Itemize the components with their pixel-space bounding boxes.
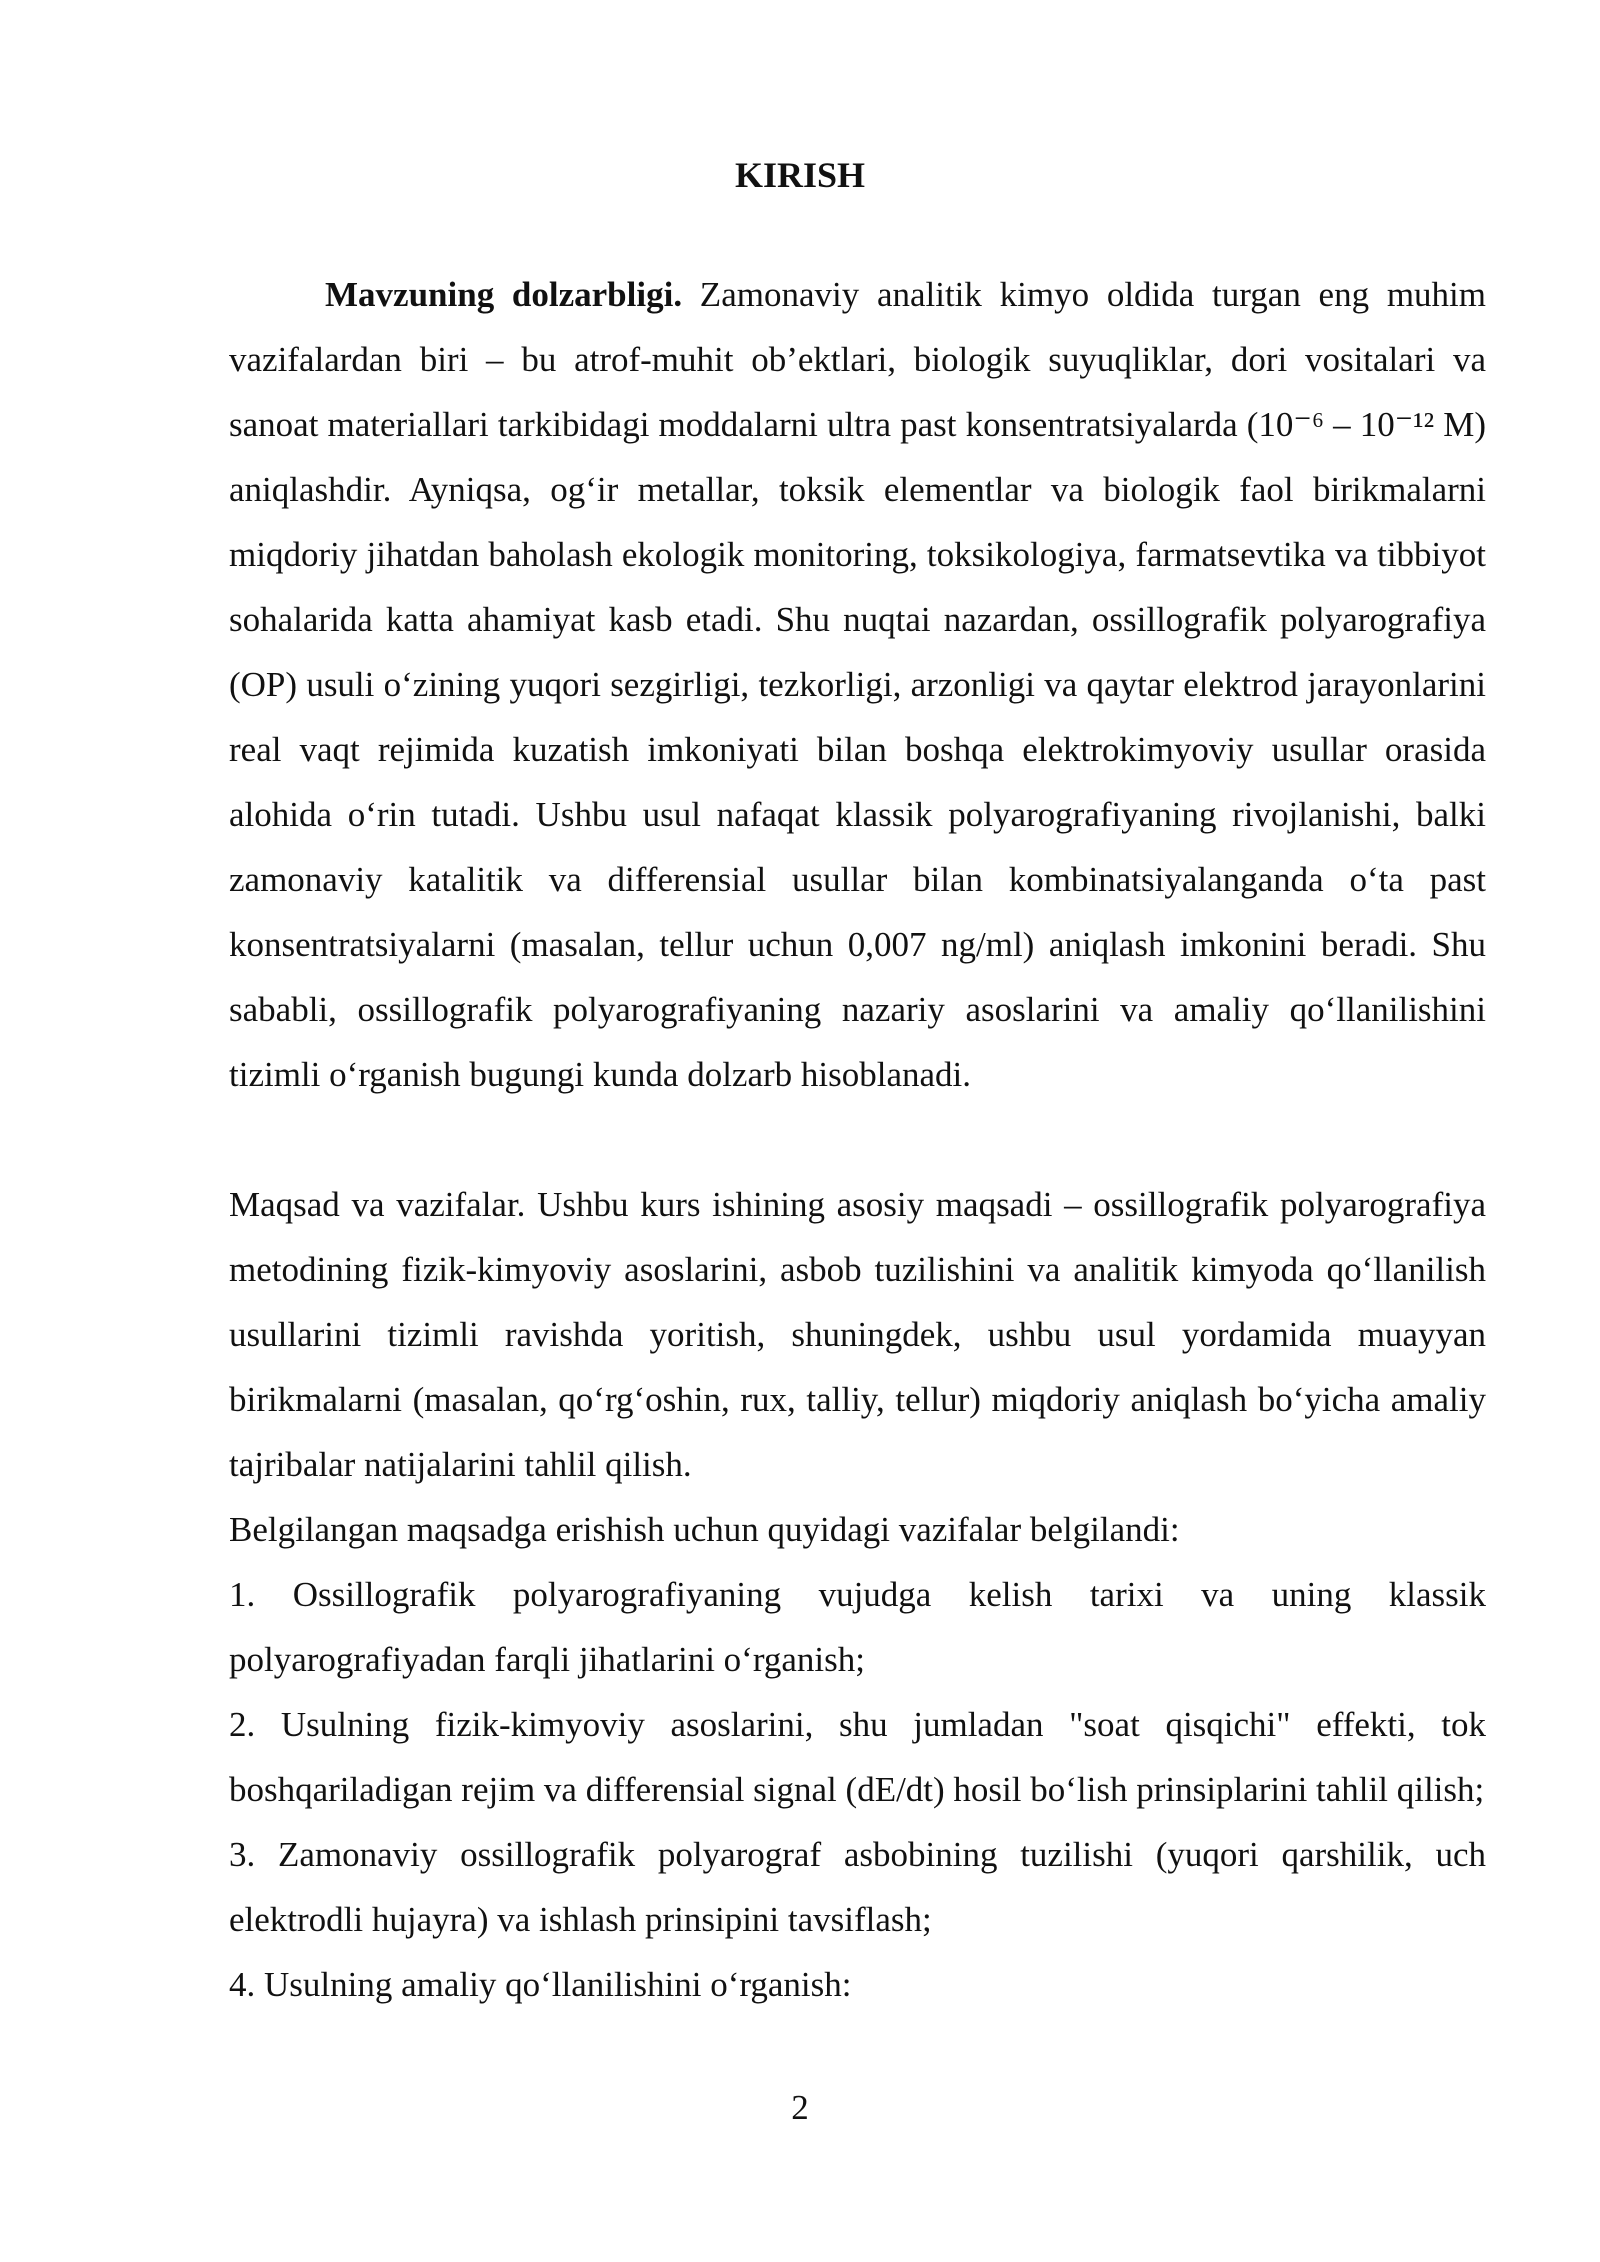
relevance-text: Zamonaviy analitik kimyo oldida turgan eng muhim vazifalardan biri – bu atrof-muhit ob’ektlari, biologik suyuqliklar, dori vositalari va sanoat materiallari tarkibidagi moddalarni ultra past konsentratsiyalarda (10⁻⁶ – 10⁻¹² M) aniqlashdir. Ayniqsa, og‘ir metallar, toksik elementlar va biologik faol birikmalarni miqdoriy jihatdan baholash ekologik monitoring, toksikologiya, farmatsevtika va tibbiyot sohalarida katta ahamiyat kasb etadi. Shu nuqtai nazardan, ossillografik polyarografiya (OP) usuli o‘zining yuqori sezgirligi, tezkorligi, arzonligi va qaytar elektrod jarayonlarini real vaqt rejimida kuzatish imkoniyati bilan boshqa elektrokimyoviy usullar orasida alohida o‘rin tutadi. Ushbu usul nafaqat klassik polyarografiyaning rivojlanishi, balki zamonaviy katalitik va differensial usullar bilan kombinatsiyalanganda o‘ta past konsentratsiyalarni (masalan, tellur uchun 0,007 ng/ml) aniqlash imkonini beradi. Shu sababli, ossillografik polyarografiyaning nazariy asoslarini va amaliy qo‘llanilishini tizimli o‘rganish bugungi kunda dolzarb hisoblanadi. — [229, 275, 1486, 1094]
list-item: 3. Zamonaviy ossillografik polyarograf asbobining tuzilishi (yuqori qarshilik, uch elektrodli hujayra) va ishlash prinsipini tavsiflash; — [229, 1835, 1486, 1939]
relevance-lead: Mavzuning dolzarbligi. — [325, 275, 683, 314]
list-item: 1. Ossillografik polyarografiyaning vujudga kelish tarixi va uning klassik polyarografiyadan farqli jihatlarini o‘rganish; — [229, 1575, 1486, 1679]
relevance-paragraph — [229, 262, 1486, 1107]
list-item: 2. Usulning fizik-kimyoviy asoslarini, shu jumladan "soat qisqichi" effekti, tok boshqariladigan rejim va differensial signal (dE/dt) hosil bo‘lish prinsiplarini tahlil qilish; — [229, 1705, 1486, 1809]
tasks-intro: Belgilangan maqsadga erishish uchun quyidagi vazifalar belgilandi: — [229, 1510, 1180, 1549]
list-item: 4. Usulning amaliy qo‘llanilishini o‘rganish: — [229, 1965, 852, 2004]
goal-paragraph: Maqsad va vazifalar. Ushbu kurs ishining asosiy maqsadi – ossillografik polyarografiya metodining fizik-kimyoviy asoslarini, asbob tuzilishini va analitik kimyoda qo‘llanilish usullarini tizimli ravishda yoritish, shuningdek, ushbu usul yordamida muayyan birikmalarni (masalan, qo‘rg‘oshin, rux, talliy, tellur) miqdoriy aniqlash bo‘yicha amaliy tajribalar natijalarini tahlil qilish. — [229, 1185, 1486, 1484]
tasks-list — [229, 1562, 1486, 2017]
page-number: 2 — [791, 2088, 809, 2127]
section-heading: KIRISH — [734, 155, 866, 195]
